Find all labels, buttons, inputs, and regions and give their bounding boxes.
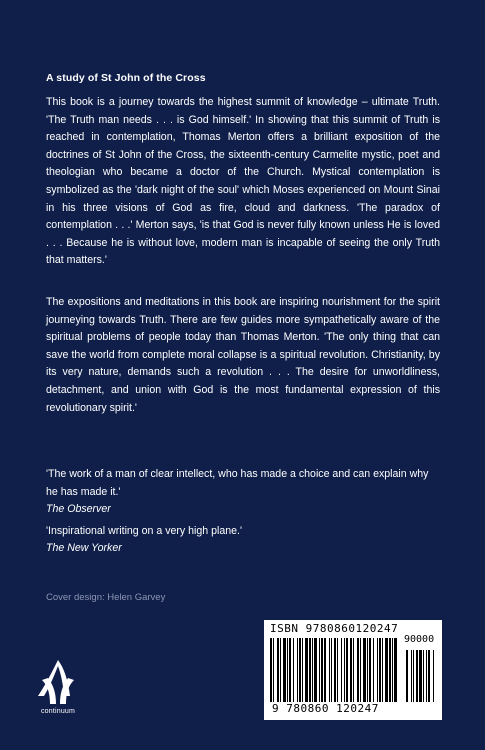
barcode-bar bbox=[289, 638, 291, 702]
barcode-bar bbox=[360, 638, 361, 702]
barcode-bar bbox=[309, 638, 311, 702]
barcode-bar bbox=[331, 638, 332, 702]
blurb-paragraph-2: The expositions and meditations in this book are inspiring nourishment for the spirit journeying towards Truth. There are few guides more sympathetically aware of the spiritual problems of people today than Thomas Merton. 'The only thing that can save the world from complete moral collapse is a spiritual revolution. Christianity, by its very nature, demands such a revolution . . . The desire for unworldliness, detachment, and union with God is the most fundamental expression of this revolutionary spirit.' bbox=[46, 296, 440, 414]
review-source-2: The New Yorker bbox=[46, 542, 122, 554]
barcode-bar bbox=[350, 638, 352, 702]
isbn-label: ISBN 9780860120247 bbox=[270, 622, 399, 635]
blurb-paragraph-1: This book is a journey towards the highest summit of knowledge – ultimate Truth. 'The Truth man needs . . . is God himself.' In showing that this summit of Truth is reached in contemplation, Thomas Merton offers a brilliant exposition of the doctrines of St John of the Cross, the sixteenth-century Carmelite mystic, poet and theologian who became a doctor of the Church. Mystical contemplation is symbolized as the 'dark night of the soul' which Moses experienced on Mount Sinai in his three visions of God as fire, cloud and darkness. 'The paradox of contemplation . . .' Merton says, 'is that God is never fully known unless He is loved . . . Because he is without love, modern man is incapable of seeing the only Truth that matters.' bbox=[46, 96, 440, 267]
publisher-name: continuum bbox=[40, 708, 76, 715]
review-quote-1: 'The work of a man of clear intellect, who has made a choice and can explain why he has made it.' bbox=[46, 468, 429, 498]
barcode-bar bbox=[299, 638, 301, 702]
addon-bar bbox=[406, 650, 408, 702]
barcode-bar bbox=[280, 638, 281, 702]
addon-bar bbox=[419, 650, 422, 702]
addon-bar bbox=[423, 650, 424, 702]
barcode-bar bbox=[385, 638, 388, 702]
barcode-bar bbox=[319, 638, 320, 702]
barcode-bar bbox=[357, 638, 359, 702]
barcode-bar bbox=[377, 638, 378, 702]
barcode-bar bbox=[394, 638, 397, 702]
isbn-barcode bbox=[264, 620, 442, 720]
barcode-bar bbox=[287, 638, 288, 702]
barcode-bar bbox=[293, 638, 294, 702]
isbn-digits: 9 780860 120247 bbox=[272, 702, 397, 715]
cover-design-credit: Cover design: Helen Garvey bbox=[46, 592, 166, 603]
barcode-bar bbox=[382, 638, 383, 702]
barcode-bars bbox=[268, 636, 438, 704]
blurb-heading: A study of St John of the Cross bbox=[46, 72, 206, 84]
barcode-bar bbox=[312, 638, 313, 702]
barcode-bar bbox=[270, 638, 272, 702]
barcode-bar bbox=[297, 638, 298, 702]
barcode-bar bbox=[277, 638, 279, 702]
barcode-bar bbox=[363, 638, 366, 702]
barcode-addon: 90000 bbox=[404, 634, 435, 645]
addon-bar bbox=[411, 650, 412, 702]
addon-bar bbox=[426, 650, 427, 702]
barcode-bar bbox=[334, 638, 336, 702]
barcode-bar bbox=[346, 638, 348, 702]
barcode-bar bbox=[353, 638, 354, 702]
barcode-bar bbox=[337, 638, 338, 702]
barcode-bar bbox=[369, 638, 371, 702]
addon-bar bbox=[433, 650, 434, 702]
addon-bar bbox=[413, 650, 414, 702]
review-quote-2: 'Inspirational writing on a very high plane.' bbox=[46, 525, 243, 537]
barcode-bar bbox=[273, 638, 274, 702]
barcode-bar bbox=[314, 638, 317, 702]
barcode-bar bbox=[329, 638, 330, 702]
barcode-bar bbox=[321, 638, 323, 702]
barcode-bar bbox=[324, 638, 326, 702]
barcode-bar bbox=[341, 638, 342, 702]
barcode-bar bbox=[373, 638, 374, 702]
barcode-bar bbox=[379, 638, 381, 702]
barcode-bar bbox=[389, 638, 391, 702]
barcode-bar bbox=[302, 638, 303, 702]
barcode-bar bbox=[283, 638, 286, 702]
review-source-1: The Observer bbox=[46, 503, 111, 515]
barcode-bar bbox=[344, 638, 345, 702]
barcode-bar bbox=[305, 638, 308, 702]
barcode-bar bbox=[392, 638, 393, 702]
addon-bar bbox=[428, 650, 430, 702]
addon-bar bbox=[416, 650, 418, 702]
barcode-bar bbox=[367, 638, 368, 702]
